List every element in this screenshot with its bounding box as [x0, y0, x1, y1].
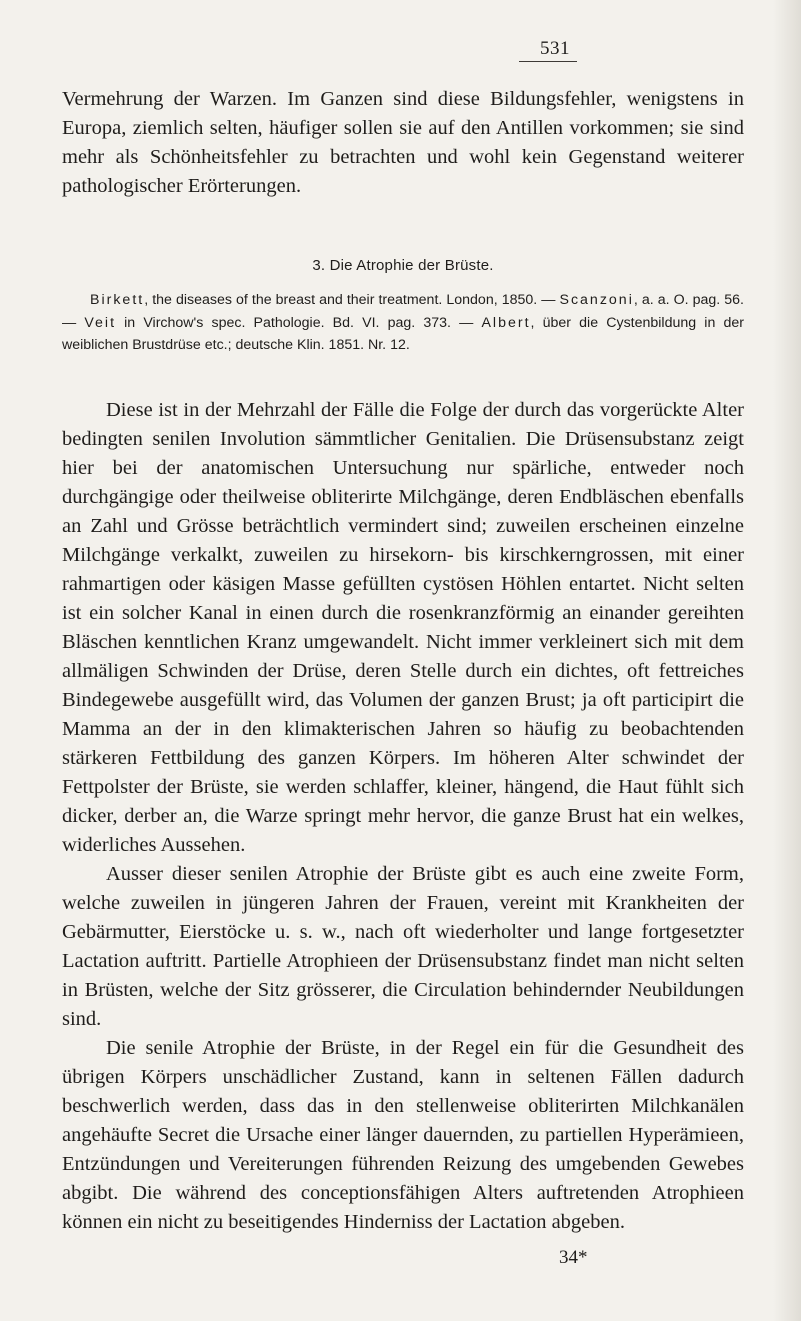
signature-mark: 34* [559, 1247, 588, 1268]
page-number-rule [519, 61, 577, 62]
paragraph-second-form: Ausser dieser senilen Atrophie der Brüste gibt es auch eine zweite Form, welche zuweilen in jüngeren Jahren der Frauen, vereint mit Krankheiten der Gebärmutter, Eierstöcke u. s. w., nach oft wiederholter und lange fortgesetzter Lactation auftritt. Partielle Atrophieen der Drüsensubstanz findet man nicht selten in Brüsten, welche der Sitz grösserer, die Circulation behindernder Neubildungen sind. [62, 863, 744, 1030]
reference-author-veit: Veit [84, 314, 117, 331]
reference-author-albert: Albert [481, 314, 531, 331]
reference-text-birkett: , the diseases of the breast and their treatment. London, 1850. — [144, 292, 560, 308]
section-heading: 3. Die Atrophie der Brüste. [312, 257, 494, 274]
reference-text-veit: in Virchow's spec. Pathologie. Bd. VI. pag. 373. — [116, 314, 482, 331]
reference-text-scanzoni: , a. a. O. pag. 56. — [62, 292, 744, 331]
references-paragraph [62, 289, 744, 357]
main-text [62, 396, 744, 1237]
literature-references [62, 289, 744, 357]
page-number: 531 [540, 38, 570, 59]
reference-author-birkett: Birkett [90, 292, 145, 308]
reference-author-scanzoni: Scanzoni [559, 292, 634, 308]
paragraph-senile-atrophy: Diese ist in der Mehrzahl der Fälle die Folge der durch das vorgerückte Alter bedingten senilen Involution sämmtlicher Genitalien. Die Drüsensubstanz zeigt hier bei der anatomischen Untersuchung nur spärliche, entweder noch durchgängige oder theilweise obliterirte Milchgänge, deren Endbläschen ebenfalls an Zahl und Grösse beträchtlich vermindert sind; zuweilen erscheinen einzelne Milchgänge verkalkt, zuweilen zu hirsekorn- bis kirschkerngrossen, mit einer rahmartigen oder käsigen Masse gefüllten cystösen Höhlen entartet. Nicht selten ist ein solcher Kanal in einen durch die rosenkranzförmig an einander gereihten Bläschen kenntlichen Kranz umgewandelt. Nicht immer verkleinert sich mit dem allmäligen Schwinden der Drüse, deren Stelle durch ein dichtes, oft fettreiches Bindegewebe ausgefüllt wird, das Volumen der ganzen Brust; ja oft participirt die Mamma an der in den klimakterischen Jahren so häufig zu beobachtenden stärkeren Fettbildung des ganzen Körpers. Im höheren Alter schwindet der Fettpolster der Brüste, sie werden schlaffer, kleiner, hängend, die Haut fühlt sich dicker, derber an, die Warze springt mehr hervor, die ganze Brust hat ein welkes, widerliches Aussehen. [62, 399, 744, 856]
page-edge-shadow [773, 0, 801, 1321]
intro-paragraph: Vermehrung der Warzen. Im Ganzen sind diese Bildungsfehler, wenigstens in Europa, ziemlich selten, häufiger sollen sie auf den Antillen vorkommen; sie sind mehr als Schönheitsfehler zu betrachten und wohl kein Gegenstand weiterer pathologischer Erörterungen. [62, 88, 744, 197]
intro-paragraph-block [62, 85, 744, 201]
reference-text-albert: , über die Cystenbildung in der weiblichen Brustdrüse etc.; deutsche Klin. 1851. Nr. 12. [62, 314, 744, 353]
paragraph-consequences: Die senile Atrophie der Brüste, in der Regel ein für die Gesundheit des übrigen Körpers unschädlicher Zustand, kann in seltenen Fällen dadurch beschwerlich werden, dass das in den stellenweise obliterirten Milchkanälen angehäufte Secret die Ursache einer länger dauernden, zu partiellen Hyperämieen, Entzündungen und Vereiterungen führenden Reizung des umgebenden Gewebes abgibt. Die während des conceptionsfähigen Alters auftretenden Atrophieen können ein nicht zu beseitigendes Hinderniss der Lactation abgeben. [62, 1037, 744, 1233]
